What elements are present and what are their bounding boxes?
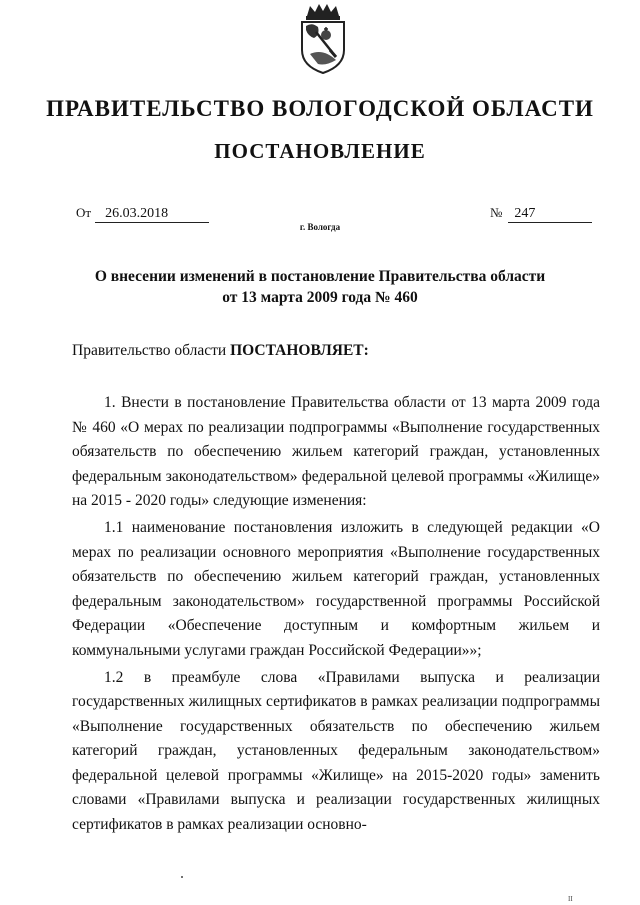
emblem-icon <box>296 2 350 76</box>
scan-artifact-dot <box>181 876 183 878</box>
decree-keyword: ПОСТАНОВЛЯЕТ: <box>230 342 369 359</box>
decree-prefix: Правительство области <box>72 342 231 359</box>
date-field <box>76 205 209 223</box>
decree-statement <box>72 342 369 360</box>
date-label: От <box>76 205 92 220</box>
document-body <box>72 391 600 840</box>
number-label: № <box>490 205 503 220</box>
city-label: г. Вологда <box>299 222 341 232</box>
number-value: 247 <box>508 206 592 223</box>
paragraph-1-2: 1.2 в преамбуле слова «Правилами выпуска и реализации государственных жилищных сертификатов в рамках реализации подпрограммы «Выполнение государственных обязательств по обеспечению жильем категорий граждан, установленных федеральным законодательством» федеральной целевой программы «Жилище» на 2015-2020 годы» заменить словами «Правилами выпуска и реализации государственных жилищных сертификатов в рамках реализации основно- <box>72 668 600 833</box>
page-mark: II <box>568 895 573 903</box>
document-number-field <box>490 205 592 223</box>
document-subject <box>80 266 560 308</box>
coat-of-arms-emblem <box>296 2 350 76</box>
paragraph-1: 1. Внести в постановление Правительства области от 13 марта 2009 года № 460 «О мерах по реализации подпрограммы «Выполнение государственных обязательств по обеспечению жильем категорий граждан, установленных федеральным законодательством» федеральной целевой программы «Жилище» на 2015 - 2020 годы» следующие изменения: <box>72 394 600 509</box>
date-value: 26.03.2018 <box>95 206 209 223</box>
organization-title: ПРАВИТЕЛЬСТВО ВОЛОГОДСКОЙ ОБЛАСТИ <box>46 96 594 121</box>
subject-line-2: от 13 марта 2009 года № 460 <box>222 289 418 306</box>
subject-line-1: О внесении изменений в постановление Правительства области <box>94 268 546 285</box>
paragraph-1-1: 1.1 наименование постановления изложить в следующей редакции «О мерах по реализации основного мероприятия «Выполнение государственных обязательств по обеспечению жильем категорий граждан, установленных федеральным законодательством» государственной программы Российской Федерации «Обеспечение доступным и комфортным жильем и коммунальными услугами граждан Российской Федерации»»; <box>72 519 600 659</box>
document-type-title: ПОСТАНОВЛЕНИЕ <box>214 139 426 163</box>
